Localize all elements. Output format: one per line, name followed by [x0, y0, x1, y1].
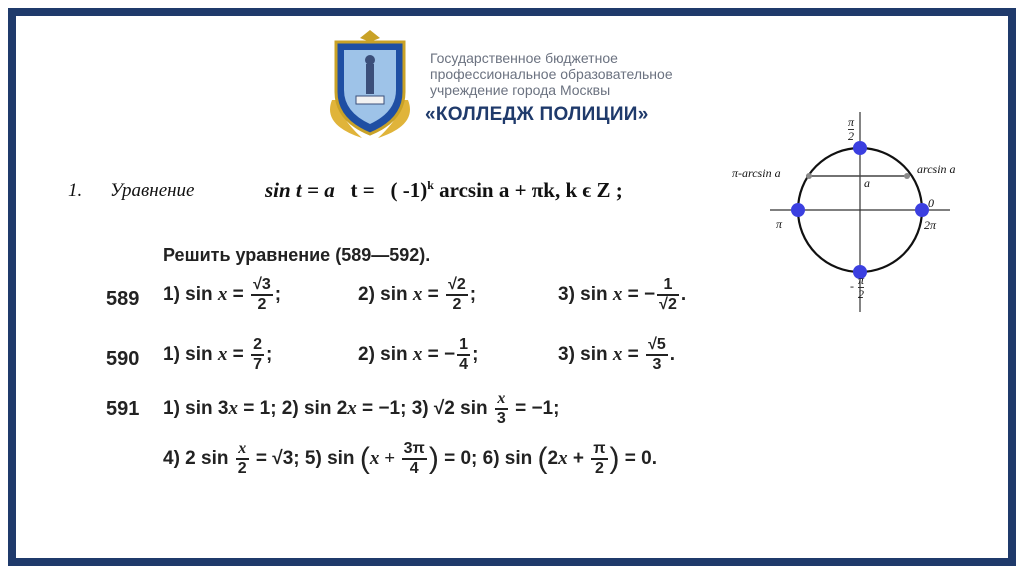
problem-591-line-2: 4) 2 sin $\frac{x}{2}$ = √3; 5) sin (x + $\frac{3\pi}{4}$ ) = 0; 6) sin (2x + $\frac{\pi}{2}$ ) = 0.: [163, 440, 658, 477]
problem-589-item-2: 2) sin x = $\frac{√2}{2}$ ;: [358, 276, 477, 313]
label-bottom-sign: -: [850, 279, 854, 293]
label-pi-minus-arcsin: π-arcsin a: [732, 166, 781, 180]
label-bottom-num: π: [858, 273, 865, 287]
label-bottom-den: 2: [858, 287, 864, 301]
fraction: $\frac{x}{2}$: [237, 440, 247, 477]
problem-589-item-3: 3) sin x = − $\frac{1}{√2}$ .: [558, 276, 687, 313]
college-name: «КОЛЛЕДЖ ПОЛИЦИИ»: [425, 104, 649, 125]
label-zero: 0: [928, 196, 934, 210]
org-line-2: профессиональное образовательное: [430, 66, 673, 82]
label-top-num: π: [848, 115, 855, 129]
problem-589-number: 589: [106, 288, 140, 310]
label-two-pi: 2π: [924, 218, 937, 232]
fraction: $\frac{3\pi}{4}$: [403, 440, 425, 477]
main-formula: [265, 178, 623, 203]
formula-sign-part: ( -1): [390, 178, 428, 202]
label-arcsin: arcsin a: [917, 162, 956, 176]
problem-591-number: 591: [106, 398, 140, 420]
label-pi-half: [848, 116, 854, 143]
problem-590-item-2: 2) sin x = − $\frac{1}{4}$ ;: [358, 336, 479, 373]
problem-590-item-1: 1) sin x = $\frac{2}{7}$ ;: [163, 336, 273, 373]
formula-index: 1.: [68, 180, 83, 201]
formula-lhs: sin t = a: [265, 178, 335, 202]
formula-rest: arcsin a + πk, k ϵ Z ;: [433, 178, 623, 202]
problem-590-item-3: 3) sin x = $\frac{√5}{3}$ .: [558, 336, 676, 373]
point-arcsin: [904, 173, 910, 179]
point-zero: [915, 203, 929, 217]
fraction: $\frac{x}{3}$: [496, 390, 506, 427]
label-pi: π: [776, 217, 783, 231]
fraction: $\frac{\pi}{2}$: [593, 440, 606, 477]
point-pi-minus-arcsin: [806, 173, 812, 179]
tasks-title: Решить уравнение (589—592).: [163, 245, 431, 265]
point-pi: [791, 203, 805, 217]
fraction: $\frac{√3}{2}$: [253, 276, 271, 313]
label-top-den: 2: [848, 129, 854, 143]
point-pi-half: [853, 141, 867, 155]
formula-label: Уравнение: [110, 180, 195, 201]
formula-sup: k: [427, 178, 434, 192]
problem-591-line-1: 1) sin 3x = 1; 2) sin 2x = −1; 3) √2 sin $\frac{x}{3}$ = −1;: [163, 390, 560, 427]
organization-name: [430, 50, 673, 98]
problem-589-item-1: 1) sin x = $\frac{√3}{2}$ ;: [163, 276, 282, 313]
label-minus-pi-half: [850, 273, 865, 301]
org-line-1: Государственное бюджетное: [430, 50, 618, 66]
police-college-emblem-icon: [322, 30, 418, 142]
fraction: $\frac{2}{7}$: [253, 336, 262, 373]
org-line-3: учреждение города Москвы: [430, 82, 611, 98]
fraction: $\frac{1}{4}$: [459, 336, 469, 373]
fraction: $\frac{1}{√2}$: [659, 276, 677, 313]
unit-circle-diagram: [720, 112, 990, 312]
formula-t: t =: [350, 178, 375, 202]
fraction: $\frac{√2}{2}$: [448, 276, 466, 313]
problem-590-number: 590: [106, 348, 140, 370]
label-a: a: [864, 176, 870, 190]
fraction: $\frac{√5}{3}$: [648, 336, 666, 373]
